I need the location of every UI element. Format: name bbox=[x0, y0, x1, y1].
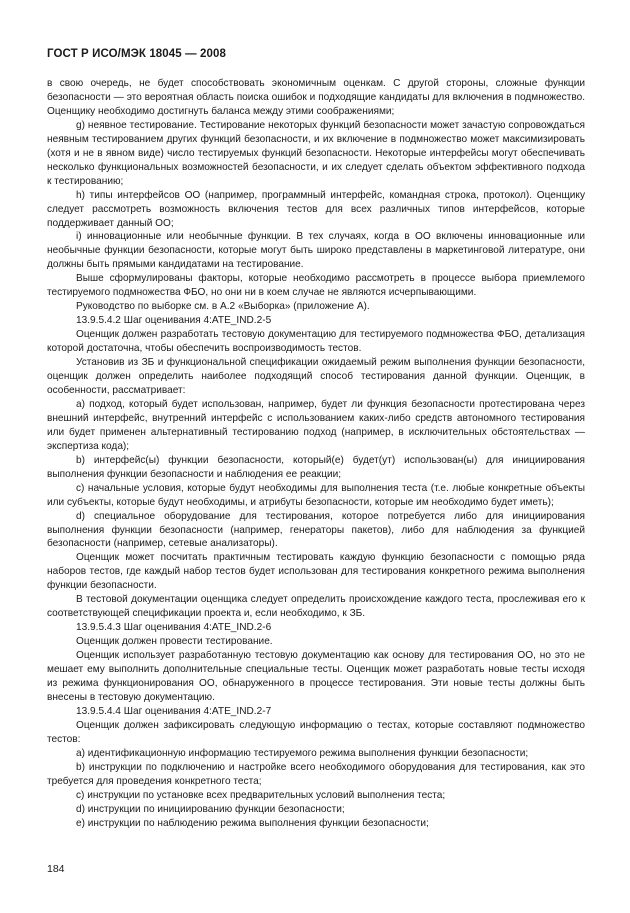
paragraph: d) инструкции по инициированию функции безопасности; bbox=[76, 803, 345, 815]
paragraph: 13.9.5.4.3 Шаг оценивания 4:ATE_IND.2-6 bbox=[76, 622, 272, 634]
paragraph: h) типы интерфейсов ОО (например, программный интерфейс, командная строка, протокол). Оценщику следует рассмотреть возможность включения тестов для всех различных типов интерфейсов, которые поддерживает данный ОО; bbox=[47, 189, 585, 229]
paragraph: d) специальное оборудование для тестирования, которое потребуется либо для инициирования выполнения функции безопасности (например, генераторы пакетов), либо для наблюдения за функцией безопасности (например, сетевые анализаторы). bbox=[47, 510, 585, 550]
paragraph: в свою очередь, не будет способствовать экономичным оценкам. С другой стороны, сложные функции безопасности — это вероятная область поиска ошибок и подходящие кандидаты для включения в подмножество. Оценщику необходимо достигнуть баланса между этими соображениями; bbox=[47, 78, 585, 117]
body-text bbox=[47, 77, 585, 830]
paragraph: а) идентификационную информацию тестируемого режима выполнения функции безопасности; bbox=[76, 747, 529, 759]
paragraph: Выше сформулированы факторы, которые необходимо рассмотреть в процессе выбора приемлемого тестируемого подмножества ФБО, но они ни в коем случае не являются исчерпывающими. bbox=[47, 273, 585, 299]
paragraph: Установив из ЗБ и функциональной спецификации ожидаемый режим выполнения функции безопасности, оценщик должен определить наиболее подходящий способ тестирования данной функции. Оценщик, в особенности, рассматривает: bbox=[47, 357, 585, 396]
paragraph: g) неявное тестирование. Тестирование некоторых функций безопасности может зачастую сопровождаться неявным тестированием других функций безопасности, и их включение в подмножество может максимизировать (хотя и не в явном виде) число тестируемых функций безопасности. Некоторые интерфейсы могут обеспечивать несколько функциональных возможностей безопасности, и их следует сделать объектом эффективного подхода к тестированию; bbox=[47, 119, 585, 187]
paragraph: b) интерфейс(ы) функции безопасности, который(е) будет(ут) использован(ы) для инициирования выполнения функции безопасности и наблюдения ее реакции; bbox=[47, 454, 585, 480]
paragraph: а) подход, который будет использован, например, будет ли функция безопасности протестирована через внешний интерфейс, внутренний интерфейс с использованием каких-либо средств автономного тестирования или будет применен альтернативный тестированию подход (например, в исключительных обстоятельствах — экспертиза кода); bbox=[47, 398, 585, 452]
paragraph: Оценщик должен разработать тестовую документацию для тестируемого подмножества ФБО, детализация которой достаточна, чтобы обеспечить воспроизводимость тестов. bbox=[47, 329, 585, 355]
paragraph: Руководство по выборке см. в А.2 «Выборка» (приложение А). bbox=[76, 301, 370, 313]
paragraph: Оценщик может посчитать практичным тестировать каждую функцию безопасности с помощью ряда наборов тестов, где каждый набор тестов будет использован для тестирования конкретного режима выполнения функции безопасности. bbox=[47, 552, 585, 592]
paragraph: 13.9.5.4.4 Шаг оценивания 4:ATE_IND.2-7 bbox=[76, 705, 272, 717]
paragraph: c) инструкции по установке всех предварительных условий выполнения теста; bbox=[76, 789, 446, 801]
paragraph: c) начальные условия, которые будут необходимы для выполнения теста (т.е. любые конкретные объекты или субъекты, которые будут необходимы, и атрибуты безопасности, которые им необходимо будет иметь); bbox=[47, 482, 585, 508]
page-header-title: ГОСТ Р ИСО/МЭК 18045 — 2008 bbox=[47, 48, 226, 60]
page-number: 184 bbox=[47, 863, 65, 875]
paragraph: Оценщик должен провести тестирование. bbox=[76, 636, 273, 648]
paragraph: В тестовой документации оценщика следует определить происхождение каждого теста, прослеживая его к соответствующей спецификации проекта и, если необходимо, к ЗБ. bbox=[47, 594, 585, 620]
paragraph: b) инструкции по подключению и настройке всего необходимого оборудования для тестирования, как это требуется для проведения конкретного теста; bbox=[47, 761, 585, 787]
paragraph: 13.9.5.4.2 Шаг оценивания 4:ATE_IND.2-5 bbox=[76, 315, 272, 327]
paragraph: Оценщик должен зафиксировать следующую информацию о тестах, которые составляют подмножество тестов: bbox=[47, 719, 585, 745]
paragraph: Оценщик использует разработанную тестовую документацию как основу для тестирования ОО, но это не мешает ему выполнить дополнительные специальные тесты. Оценщик может разработать новые тесты исходя из режима функционирования ОО, обнаруженного в процессе тестирования. Эти новые тесты должны быть внесены в тестовую документацию. bbox=[47, 650, 585, 703]
paragraph: i) инновационные или необычные функции. В тех случаях, когда в ОО включены инновационные или необычные функции безопасности, которые могут быть широко представлены в маркетинговой литературе, они должны быть прямыми кандидатами на тестирование. bbox=[47, 231, 585, 271]
paragraph: e) инструкции по наблюдению режима выполнения функции безопасности; bbox=[76, 817, 429, 829]
